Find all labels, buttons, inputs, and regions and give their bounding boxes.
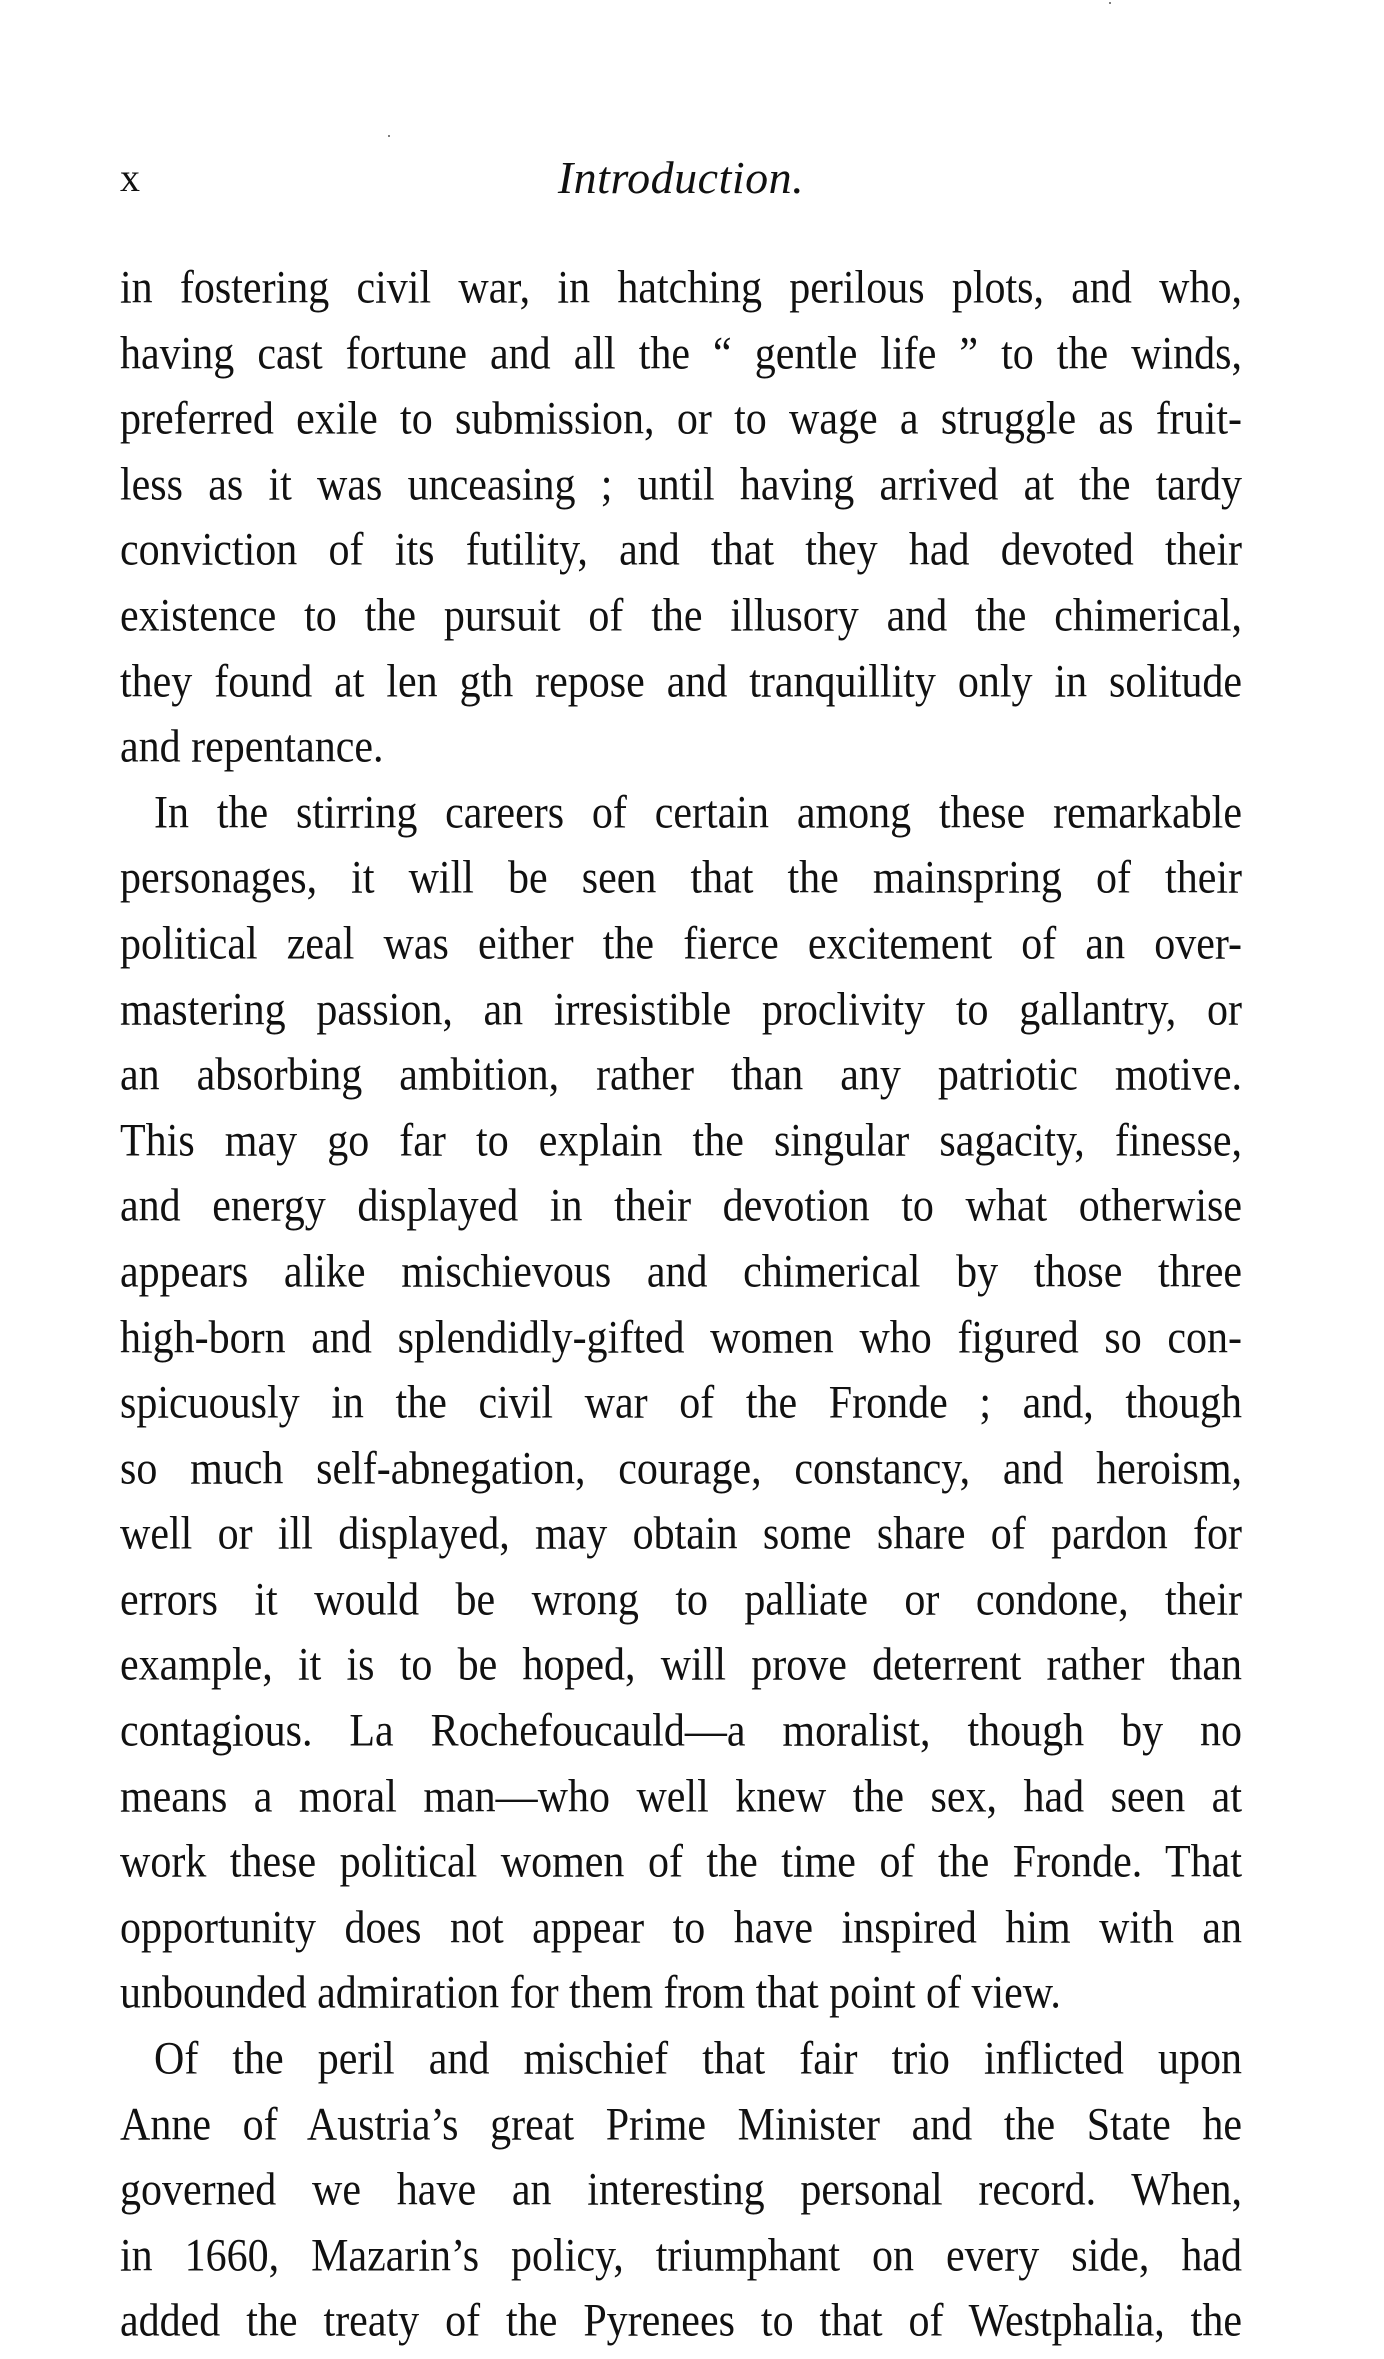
text-line: appears alike mischievous and chimerical by those three — [120, 1246, 1242, 1298]
text-line: mastering passion, an irresistible proclivity to gallantry, or — [120, 983, 1242, 1036]
text-line: In the stirring careers of certain among these remarkable — [154, 786, 1242, 839]
text-line: Anne of Austria’s great Prime Minister and the State he — [120, 2098, 1242, 2151]
text-line: conviction of its futility, and that they had devoted their — [120, 524, 1242, 577]
text-line: political zeal was either the fierce excitement of an over- — [120, 918, 1242, 970]
text-line: contagious. La Rochefoucauld—a moralist, though by no — [120, 1705, 1242, 1757]
text-line: and repentance. — [120, 721, 384, 773]
text-line: an absorbing ambition, rather than any patriotic motive. — [120, 1049, 1242, 1101]
text-line: errors it would be wrong to palliate or condone, their — [120, 1574, 1242, 1626]
text-line: example, it is to be hoped, will prove deterrent rather than — [120, 1639, 1242, 1692]
text-line: governed we have an interesting personal record. When, — [120, 2164, 1242, 2216]
text-line: high-born and splendidly-gifted women who figured so con- — [120, 1311, 1242, 1364]
text-line: personages, it will be seen that the mainspring of their — [120, 852, 1242, 905]
page-number: x — [120, 155, 141, 200]
body-text — [120, 256, 1242, 2355]
text-line: This may go far to explain the singular sagacity, finesse, — [120, 1114, 1242, 1167]
text-line: Of the peril and mischief that fair trio inflicted upon — [154, 2033, 1242, 2085]
chapter-title: Introduction. — [557, 152, 805, 203]
paragraph-1 — [120, 256, 1242, 781]
text-line: means a moral man—who well knew the sex, had seen at — [120, 1770, 1242, 1823]
text-line: existence to the pursuit of the illusory and the chimerical, — [120, 590, 1242, 642]
running-head — [120, 148, 1242, 208]
text-line: well or ill displayed, may obtain some share of pardon for — [120, 1508, 1242, 1560]
text-line: so much self-abnegation, courage, constancy, and heroism, — [120, 1442, 1242, 1495]
text-line: having cast fortune and all the “ gentle life ” to the winds, — [120, 327, 1242, 380]
text-line: they found at len gth repose and tranquillity only in solitude — [120, 655, 1242, 708]
scan-speck — [388, 135, 390, 137]
text-line: in 1660, Mazarin’s policy, triumphant on every side, had — [120, 2229, 1242, 2282]
text-line: unbounded admiration for them from that point of view. — [120, 1967, 1061, 2020]
text-line: and energy displayed in their devotion to what otherwise — [120, 1180, 1242, 1232]
text-line: less as it was unceasing ; until having arrived at the tardy — [120, 458, 1242, 511]
text-line: preferred exile to submission, or to wage a struggle as fruit- — [120, 393, 1242, 445]
text-line: added the treaty of the Pyrenees to that of Westphalia, the — [120, 2295, 1242, 2348]
text-line: spicuously in the civil war of the Fronde ; and, though — [120, 1377, 1242, 1429]
text-line: in fostering civil war, in hatching perilous plots, and who, — [120, 262, 1242, 314]
text-line: opportunity does not appear to have inspired him with an — [120, 1901, 1242, 1954]
scan-speck — [1109, 2, 1111, 4]
paragraph-3 — [120, 2027, 1242, 2355]
text-line: work these political women of the time of the Fronde. That — [120, 1836, 1242, 1888]
paragraph-2 — [120, 781, 1242, 2027]
